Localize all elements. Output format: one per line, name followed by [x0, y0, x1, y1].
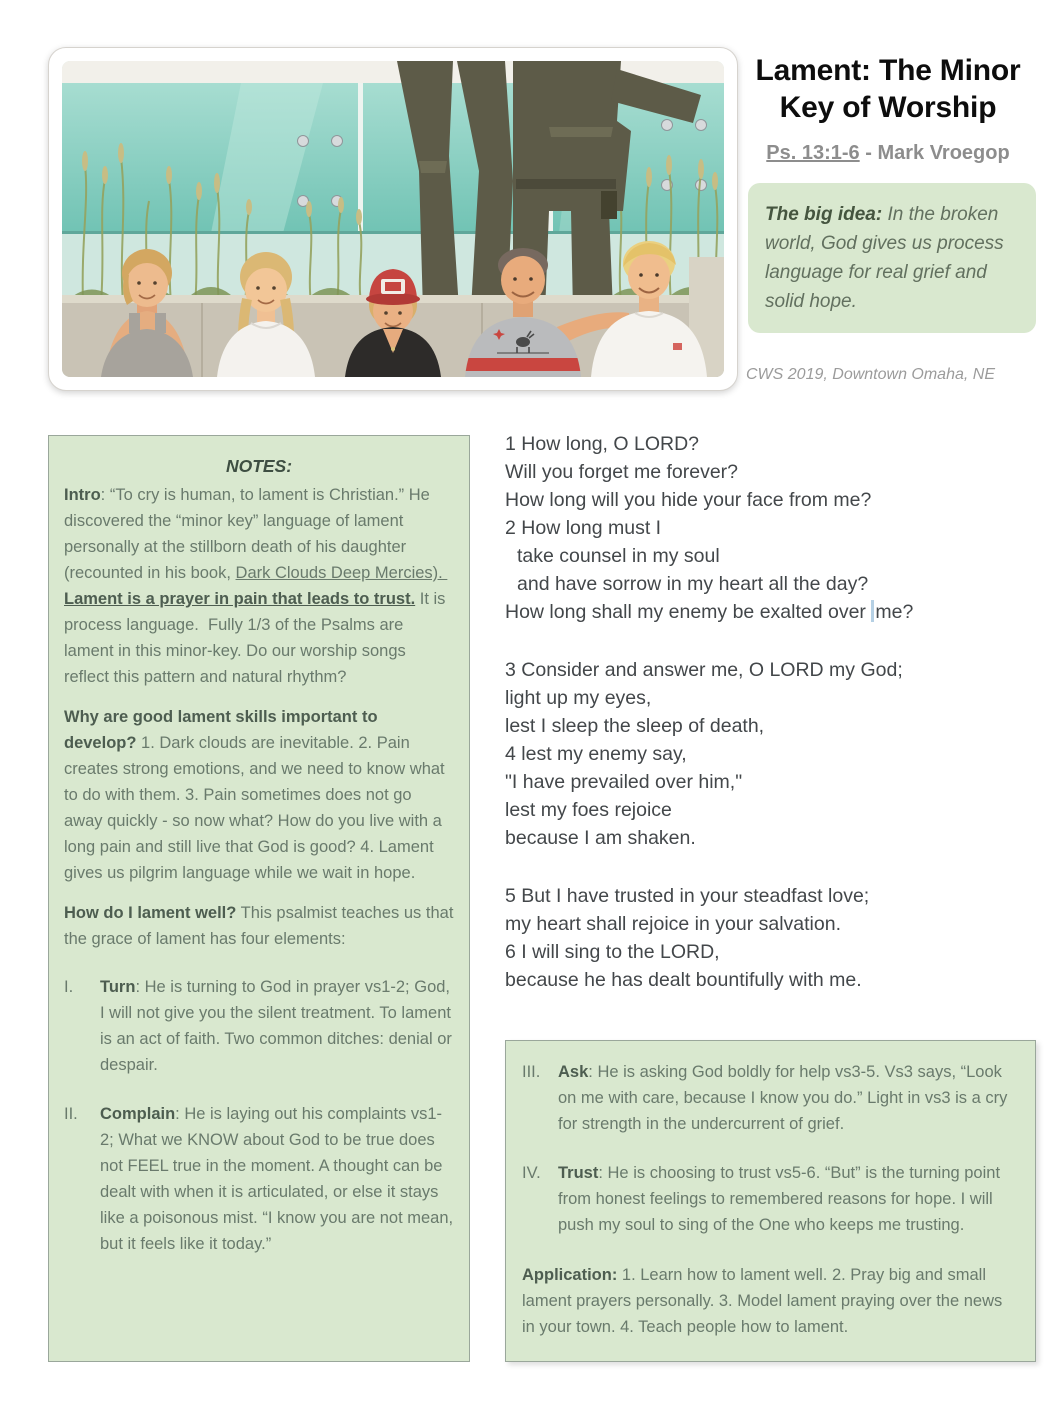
byline-separator: - [859, 142, 878, 164]
list-item-label: Ask [558, 1063, 589, 1081]
psalm-stanza-1 [505, 430, 950, 626]
psalm-line-with-cursor: How long shall my enemy be exalted over me? [505, 601, 914, 623]
psalm-lines [505, 882, 950, 994]
page-title: Lament: The Minor Key of Worship [755, 54, 1021, 124]
how-text: This psalmist teaches us that the grace of lament has four elements: [64, 904, 458, 948]
list-item-text: Trust: He is choosing to trust vs5-6. “But” is the turning point from honest feelings to remembered reasons for hope. I will push my soul to sing of the One who keeps me trusting. [558, 1164, 1001, 1234]
psalm-line: 3 Consider and answer me, O LORD my God; [505, 659, 903, 681]
psalm-line: and have sorrow in my heart all the day? [517, 573, 869, 595]
list-item-numeral: I. [64, 978, 74, 996]
list-item [522, 1160, 1019, 1238]
notes-box [48, 435, 470, 1362]
key-statement: Lament is a prayer in pain that leads to trust. [64, 590, 416, 608]
list-item [64, 974, 454, 1078]
application-paragraph [522, 1262, 1019, 1340]
psalm-line: light up my eyes, [505, 687, 652, 709]
family-photo-illustration [62, 61, 724, 377]
study-list [522, 1059, 1019, 1238]
list-item-label: Turn [100, 978, 136, 996]
list-item-text: Turn: He is turning to God in prayer vs1-2; God, I will not give you the silent treatment. To lament is an act of faith. Two common ditches: denial or despair. [100, 978, 452, 1074]
application-box [505, 1040, 1036, 1362]
psalm-line: my heart shall rejoice in your salvation. [505, 913, 841, 935]
scripture-reference: Ps. 13:1-6 [766, 142, 860, 164]
psalm-line: because I am shaken. [505, 827, 696, 849]
intro-label: Intro [64, 486, 101, 504]
psalm-line: 5 But I have trusted in your steadfast love; [505, 885, 870, 907]
list-item [64, 1101, 454, 1257]
big-idea-text: In the broken world, God gives us process language for real grief and solid hope. [765, 204, 1004, 312]
notes-why-paragraph [64, 704, 454, 886]
list-item [522, 1059, 1019, 1137]
list-item-numeral: IV. [522, 1164, 541, 1182]
psalm-line: 6 I will sing to the LORD, [505, 941, 720, 963]
notes-how-paragraph [64, 900, 458, 952]
psalm-line: 1 How long, O LORD? [505, 433, 700, 455]
psalm-lines [505, 430, 950, 598]
book-title: Dark Clouds Deep Mercies). [235, 564, 448, 582]
lament-elements-list [64, 974, 454, 1257]
list-item-numeral: II. [64, 1105, 78, 1123]
psalm-line: How long will you hide your face from me? [505, 489, 872, 511]
intro-text-continued: It is process language. Fully 1/3 of the Psalms are lament in this minor-key. Do our worship songs reflect this pattern and natural rhythm? [64, 590, 451, 686]
psalm-text[interactable] [505, 430, 950, 1024]
photo-caption: CWS 2019, Downtown Omaha, NE [746, 366, 995, 383]
header [740, 52, 1036, 165]
notes-intro-paragraph [64, 482, 454, 690]
psalm-line: lest my foes rejoice [505, 799, 672, 821]
list-item-text: Ask: He is asking God boldly for help vs3-5. Vs3 says, “Look on me with care, because I know you do.” Light in vs3 is a cry for strength in the undercurrent of grief. [558, 1063, 1008, 1133]
list-item-text: Complain: He is laying out his complaints vs1-2; What we KNOW about God to be true does not FEEL true in the moment. A thought can be dealt with when it is articulated, or else it stays like a poisonous mist. “I know you are not mean, but it feels like it today.” [100, 1105, 454, 1253]
list-item-label: Complain [100, 1105, 176, 1123]
psalm-line: take counsel in my soul [517, 545, 720, 567]
application-label: Application: [522, 1266, 618, 1284]
psalm-line: Will you forget me forever? [505, 461, 739, 483]
application-text: 1. Learn how to lament well. 2. Pray big and small lament prayers personally. 3. Model lament praying over the news in your town. 4. Teach people how to lament. [522, 1266, 1007, 1336]
psalm-line: "I have prevailed over him," [505, 771, 743, 793]
family-photo [62, 61, 724, 377]
psalm-lines [505, 656, 950, 852]
psalm-line: lest I sleep the sleep of death, [505, 715, 765, 737]
why-text: 1. Dark clouds are inevitable. 2. Pain creates strong emotions, and we need to know what to do with them. 3. Pain sometimes does not go away quickly - so now what? How do you live with a long pain and still live that God is good? 4. Lament gives us pilgrim language while we wait in hope. [64, 734, 450, 882]
photo-frame [48, 47, 738, 391]
text-cursor [871, 600, 874, 622]
big-idea-box [748, 183, 1036, 333]
speaker-name: Mark Vroegop [877, 142, 1010, 164]
psalm-line: 2 How long must I [505, 517, 662, 539]
psalm-stanza-3 [505, 882, 950, 994]
list-item-label: Trust [558, 1164, 599, 1182]
how-label: How do I lament well? [64, 904, 237, 922]
why-label: Why are good lament skills important to develop? [64, 708, 383, 752]
notes-heading: NOTES: [225, 456, 293, 476]
list-item-numeral: III. [522, 1063, 541, 1081]
big-idea-label: The big idea: [765, 204, 883, 225]
psalm-stanza-2 [505, 656, 950, 852]
psalm-line: because he has dealt bountifully with me. [505, 969, 862, 991]
byline [740, 142, 1036, 165]
psalm-line: 4 lest my enemy say, [505, 743, 687, 765]
intro-text: : “To cry is human, to lament is Christian.” He discovered the “minor key” language of lament personally at the stillborn death of his daughter (recounted in his book, [64, 486, 435, 582]
